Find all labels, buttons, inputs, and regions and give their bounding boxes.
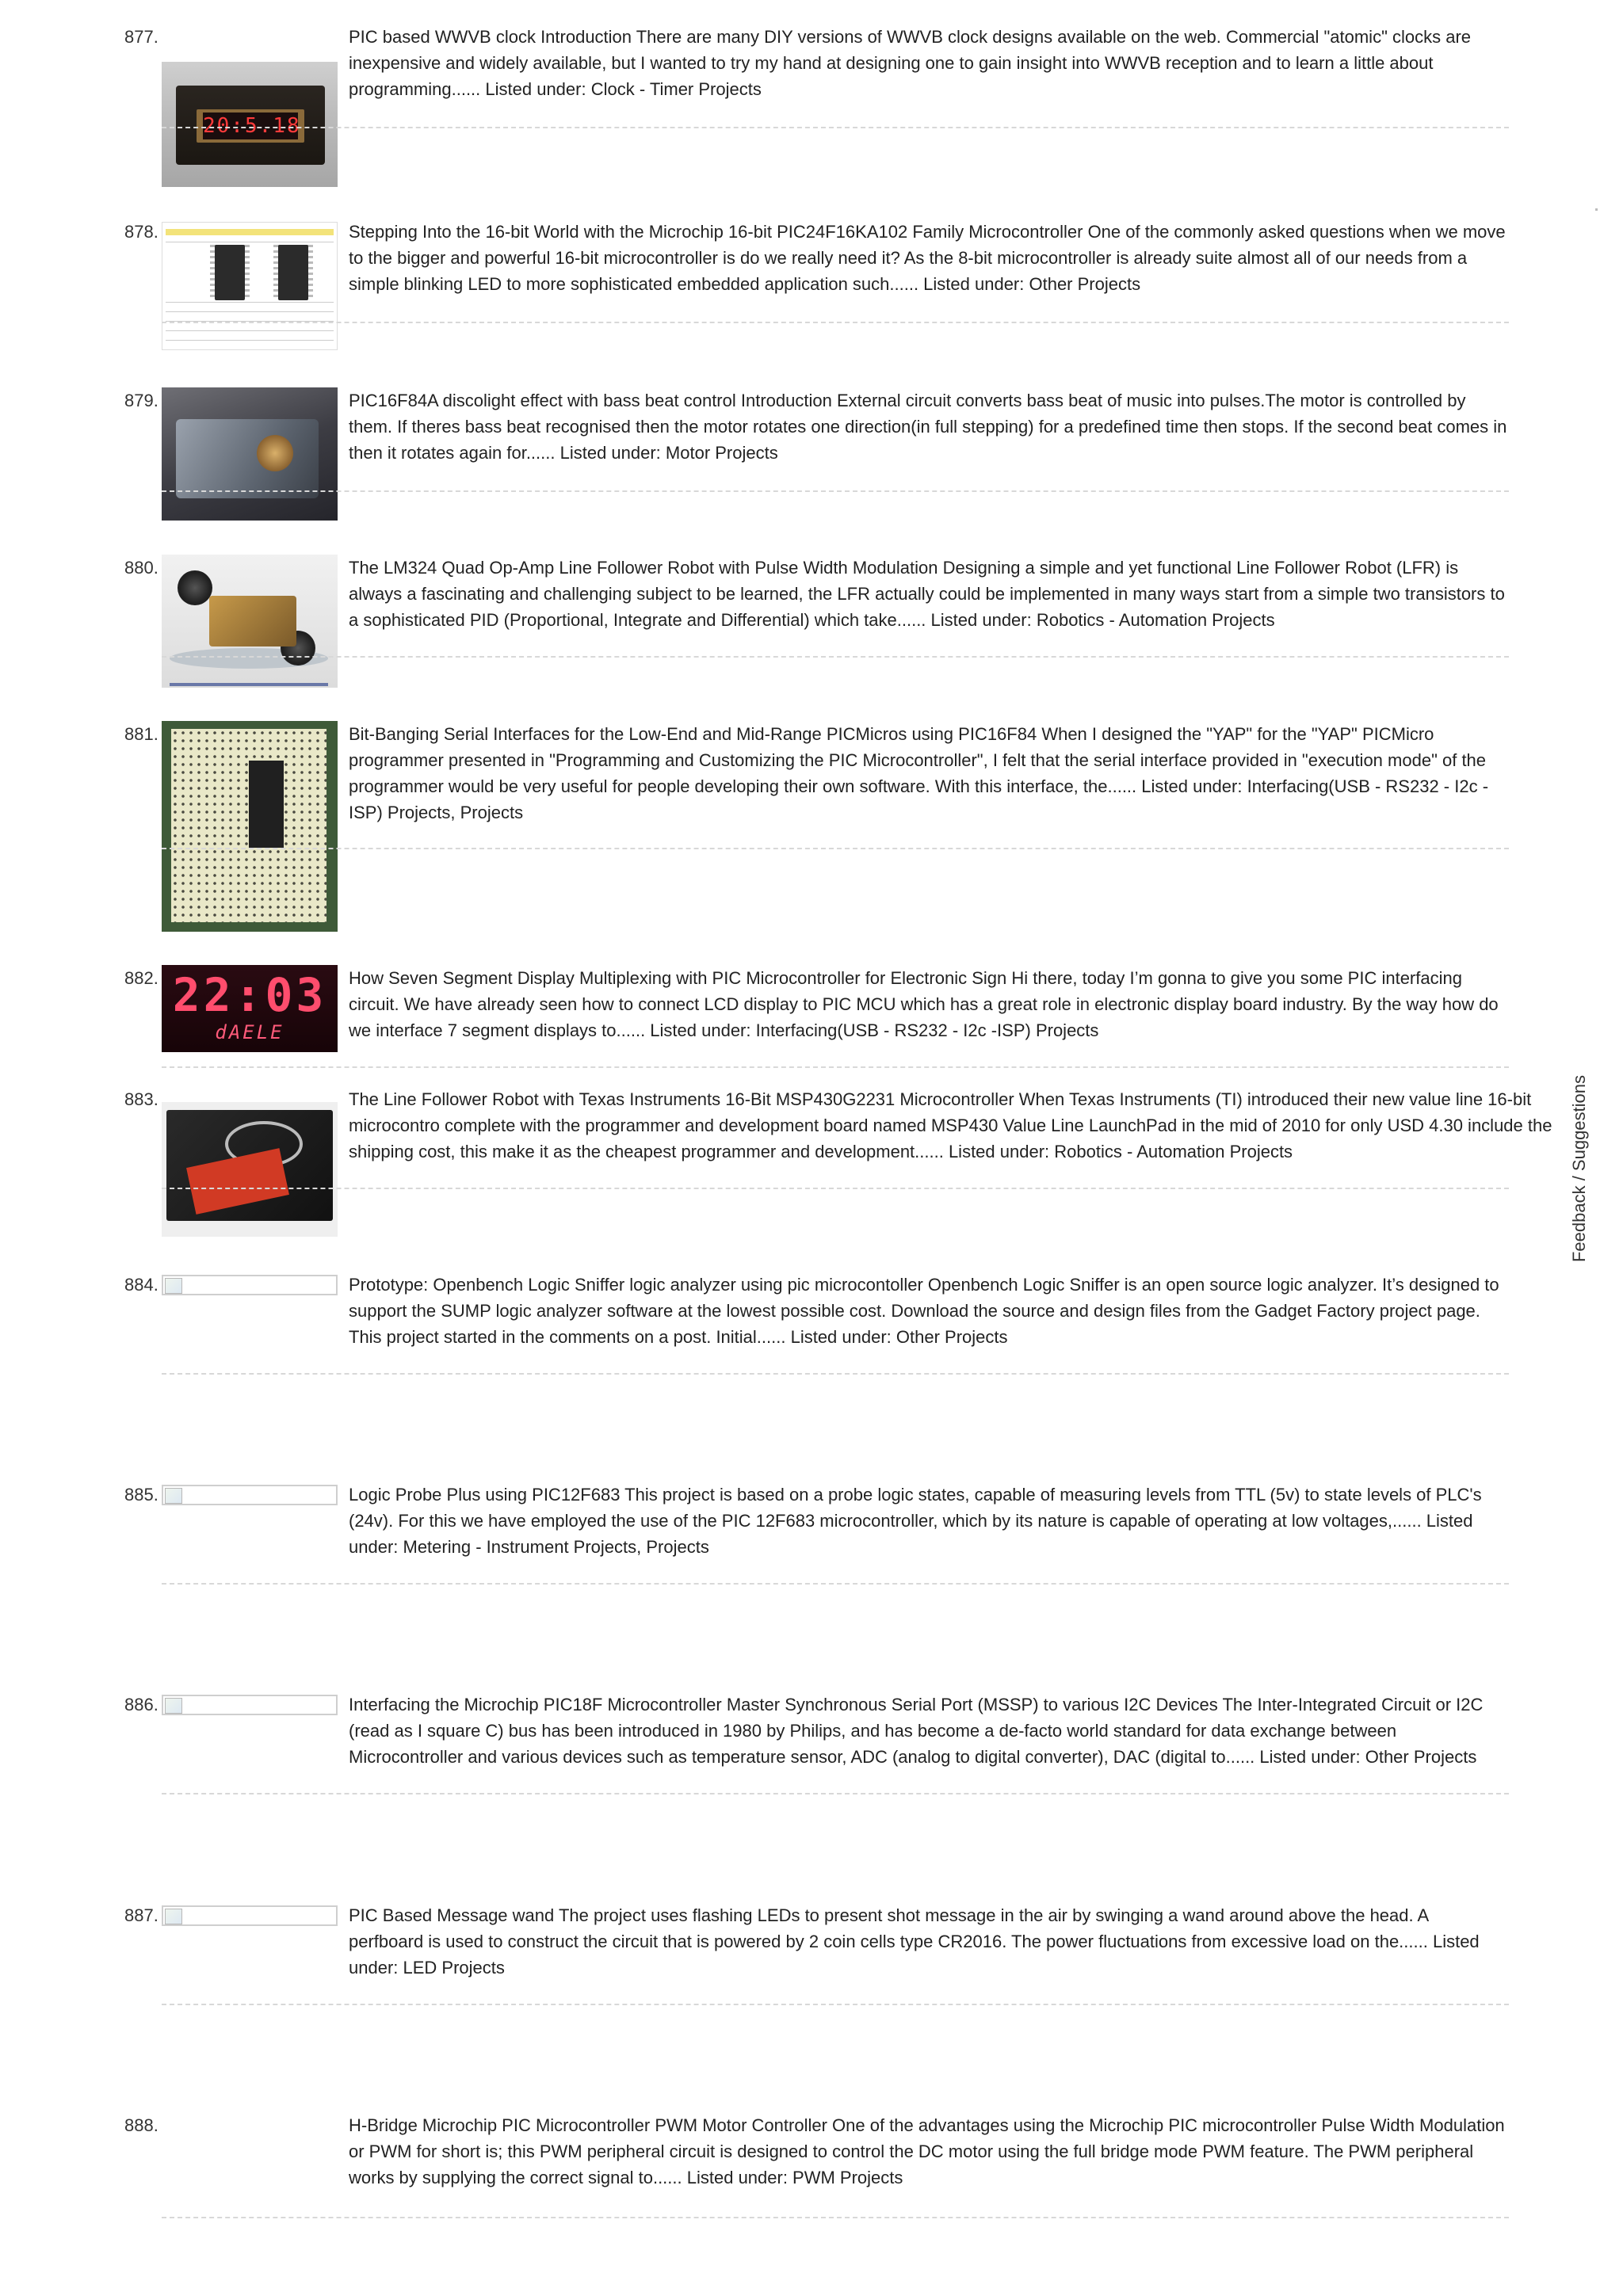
entry-number: 885. xyxy=(124,1485,158,1505)
entry-divider xyxy=(162,1793,1509,1794)
project-description[interactable]: Prototype: Openbench Logic Sniffer logic analyzer using pic microcontoller Openbench Logic Sniffer is an open source logic analyzer. It’s designed to support the SUMP logic analyzer software at the lowest possible cost. Download the source and design files from the Gadget Factory project page. This project started in the comments on a post. Initial...... Listed under: Other Projects xyxy=(349,1275,1499,1347)
entry-number: 886. xyxy=(124,1695,158,1714)
entry-number: 884. xyxy=(124,1275,158,1295)
entry-divider xyxy=(162,1066,1509,1068)
project-thumbnail[interactable] xyxy=(162,1102,338,1237)
entry-number: 880. xyxy=(124,558,158,578)
broken-image-icon xyxy=(165,1278,182,1294)
project-description[interactable]: Stepping Into the 16-bit World with the Microchip 16-bit PIC24F16KA102 Family Microcontroller One of the commonly asked questions when we move to the bigger and powerful 16-bit microcontroller is do we really need it? As the 8-bit microcontroller is already suite almost all of our needs from a simple blinking LED to more sophisticated embedded application such...... Listed under: Other Projects xyxy=(349,222,1506,294)
project-thumbnail[interactable] xyxy=(162,555,338,688)
entry-divider xyxy=(162,656,1509,658)
broken-image-icon xyxy=(165,1909,182,1924)
project-description[interactable]: How Seven Segment Display Multiplexing with PIC Microcontroller for Electronic Sign Hi there, today I’m gonna to give you some PIC interfacing circuit. We have already seen how to connect LCD display to PIC MCU which has a great role in electronic display board industry. By the way how do we interface 7 segment displays to...... Listed under: Interfacing(USB - RS232 - I2c -ISP) Projects xyxy=(349,968,1499,1040)
entry-number: 879. xyxy=(124,391,158,410)
project-description[interactable]: Bit-Banging Serial Interfaces for the Low-End and Mid-Range PICMicros using PIC16F84 When I designed the "YAP" for the "YAP" PICMicro programmer presented in "Programming and Customizing the PIC Microcontroller", I felt that the serial interface provided in "execution mode" of the programmer would be very useful for people developing their own software. With this interface, the...... Listed under: Interfacing(USB - RS232 - I2c -ISP) Projects, Projects xyxy=(349,724,1489,822)
project-description[interactable]: Logic Probe Plus using PIC12F683 This project is based on a probe logic states, capable of measuring levels from TTL (5v) to state levels of PLC's (24v). For this we have employed the use of the PIC 12F683 microcontroller, which by its nature is capable of operating at low voltages,...... Listed under: Metering - Instrument Projects, Projects xyxy=(349,1485,1482,1557)
project-description[interactable]: PIC16F84A discolight effect with bass beat control Introduction External circuit converts bass beat of music into pulses.The motor is controlled by them. If theres bass beat recognised then the motor rotates one direction(in full stepping) for a predefined time then stops. If the second beat comes in then it rotates again for...... Listed under: Motor Projects xyxy=(349,391,1507,463)
entry-divider xyxy=(162,2217,1509,2218)
project-description[interactable]: H-Bridge Microchip PIC Microcontroller PWM Motor Controller One of the advantages using the Microchip PIC microcontroller Pulse Width Modulation or PWM for short is; this PWM peripheral circuit is designed to control the DC motor using the full bridge mode PWM feature. The PWM peripheral works by supplying the correct signal to...... Listed under: PWM Projects xyxy=(349,2115,1505,2187)
project-thumbnail[interactable] xyxy=(162,1275,338,1295)
project-description[interactable]: The LM324 Quad Op-Amp Line Follower Robot with Pulse Width Modulation Designing a simple and yet functional Line Follower Robot (LFR) is always a fascinating and challenging subject to be learned, the LFR actually could be implemented in many ways start from a simple two transistors to a sophisticated PID (Proportional, Integrate and Differential) which take...... Listed under: Robotics - Automation Projects xyxy=(349,558,1505,630)
project-description[interactable]: PIC Based Message wand The project uses flashing LEDs to present shot message in the air by swinging a wand around above the head. A perfboard is used to construct the circuit that is powered by 2 coin cells type CR2016. The power fluctuations from excessive load on the...... Listed under: LED Projects xyxy=(349,1905,1480,1978)
feedback-tab-label: Feedback / Suggestions xyxy=(1569,1074,1589,1263)
project-description[interactable]: The Line Follower Robot with Texas Instruments 16-Bit MSP430G2231 Microcontroller When Texas Instruments (TI) introduced their new value line 16-bit microcontro complete with the programmer and development board named MSP430 Value Line LaunchPad in the mid of 2010 for only USD 4.30 include the shipping cost, this make it as the cheapest programmer and development...... Listed under: Robotics - Automation Projects xyxy=(349,1089,1552,1161)
entry-divider xyxy=(162,1188,1509,1189)
entry-number: 878. xyxy=(124,222,158,242)
broken-image-icon xyxy=(165,1488,182,1504)
entry-divider xyxy=(162,1373,1509,1375)
entry-divider xyxy=(162,490,1509,492)
project-description[interactable]: Interfacing the Microchip PIC18F Microcontroller Master Synchronous Serial Port (MSSP) to various I2C Devices The Inter-Integrated Circuit or I2C (read as I square C) bus has been introduced in 1980 by Philips, and has become a de-facto world standard for data exchange between Microcontroller and various devices such as temperature sensor, ADC (analog to digital converter), DAC (digital to...... Listed under: Other Projects xyxy=(349,1695,1484,1767)
project-thumbnail[interactable] xyxy=(162,62,338,187)
project-thumbnail[interactable] xyxy=(162,1905,338,1926)
entry-number: 882. xyxy=(124,968,158,988)
entry-number: 881. xyxy=(124,724,158,744)
entry-number: 887. xyxy=(124,1905,158,1925)
broken-image-icon xyxy=(165,1698,182,1714)
project-thumbnail[interactable] xyxy=(162,1485,338,1505)
project-thumbnail[interactable] xyxy=(162,387,338,521)
feedback-tab[interactable] xyxy=(1568,1074,1591,1263)
project-description[interactable]: PIC based WWVB clock Introduction There are many DIY versions of WWVB clock designs available on the web. Commercial "atomic" clocks are inexpensive and widely available, but I wanted to try my hand at designing one to gain insight into WWVB reception and to learn a little about programming...... Listed under: Clock - Timer Projects xyxy=(349,27,1472,99)
entry-divider xyxy=(162,2004,1509,2005)
entry-divider xyxy=(162,848,1509,849)
decorative-dot xyxy=(1595,208,1598,211)
project-thumbnail[interactable] xyxy=(162,1695,338,1715)
seven-segment-digits: 22:03 xyxy=(172,968,327,1022)
clock-display: 20:5.18 xyxy=(203,114,301,138)
project-thumbnail[interactable] xyxy=(162,222,338,350)
entry-number: 888. xyxy=(124,2115,158,2135)
entry-number: 883. xyxy=(124,1089,158,1109)
entry-number: 877. xyxy=(124,27,158,47)
seven-segment-subtext: dAELE xyxy=(215,1021,285,1043)
project-thumbnail[interactable] xyxy=(162,965,338,1052)
entry-divider xyxy=(162,1583,1509,1585)
project-thumbnail[interactable] xyxy=(162,721,338,932)
entry-divider xyxy=(162,127,1509,128)
entry-divider xyxy=(162,322,1509,323)
